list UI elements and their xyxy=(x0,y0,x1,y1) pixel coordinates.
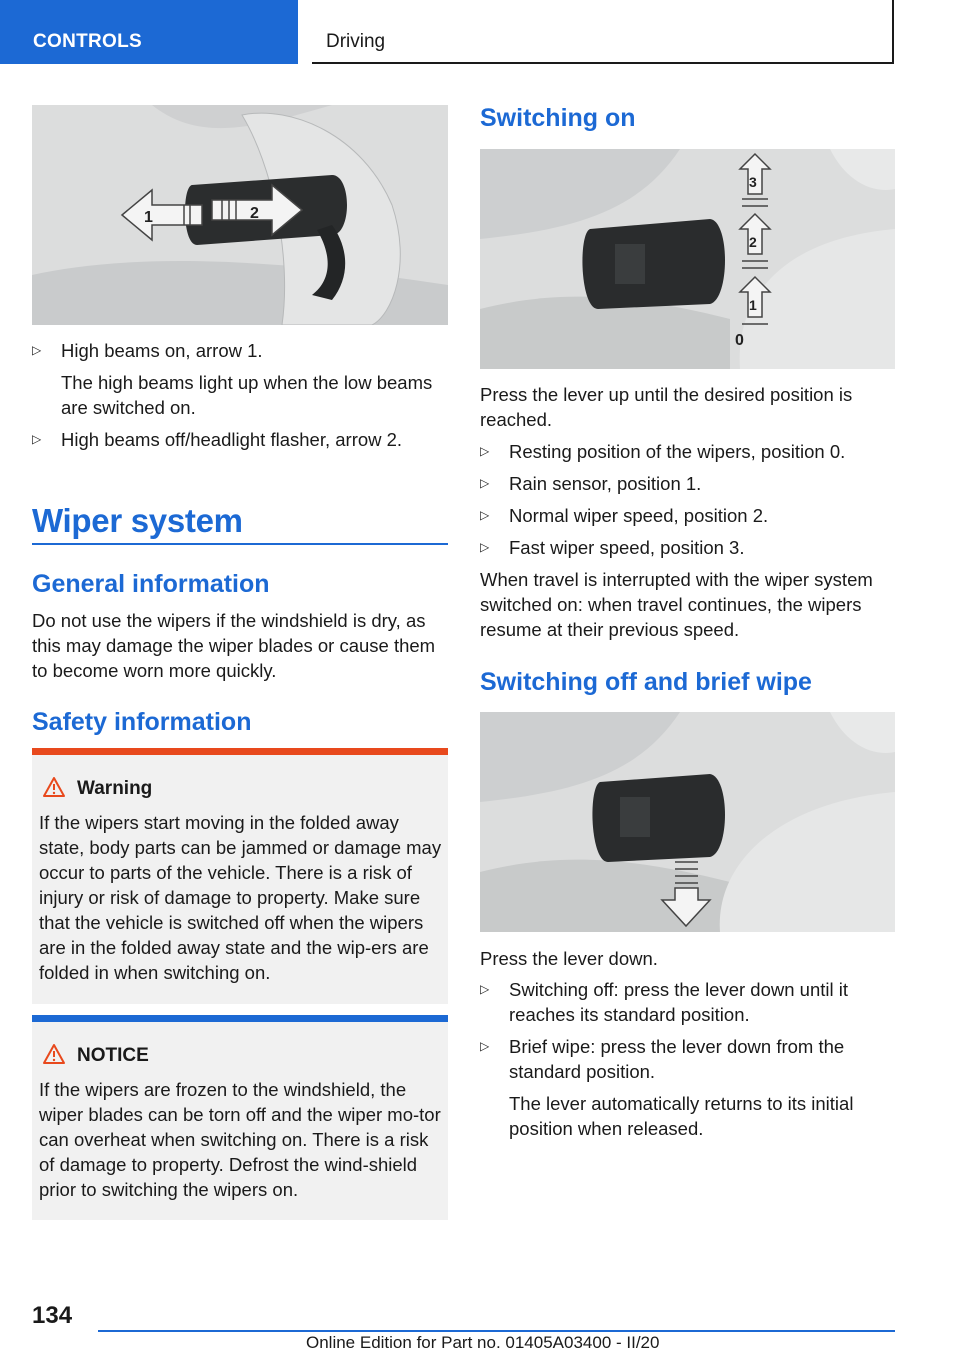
list-item: ▷ High beams off/headlight flasher, arrow 2. xyxy=(32,429,403,450)
notice-text: If the wipers are frozen to the windshield, the wiper blades can be torn off and the wiper mo-tor can overheat when switching on. There is a risk of damage to property. Defrost the wind-shield prior to switching the wipers on. xyxy=(39,1079,441,1200)
position-label-3: 3 xyxy=(749,174,757,190)
press-down-text: Press the lever down. xyxy=(480,948,658,969)
bullet-triangle-icon: ▷ xyxy=(480,444,490,458)
bullet-triangle-icon: ▷ xyxy=(32,343,42,357)
general-information-heading: General information xyxy=(32,570,270,598)
bullet-triangle-icon: ▷ xyxy=(480,508,490,522)
bullet-triangle-icon: ▷ xyxy=(480,476,490,490)
bullet-triangle-icon: ▷ xyxy=(32,432,42,446)
warning-box xyxy=(32,748,448,1004)
interrupt-text: When travel is interrupted with the wiper system switched on: when travel continues, the wipers resume at their previous speed. xyxy=(480,569,873,640)
position-label-0: 0 xyxy=(735,332,744,349)
high-beam-list xyxy=(32,338,448,459)
warning-text: If the wipers start moving in the folded away state, body parts can be jammed or damage may occur to parts of the vehicle. There is a risk of injury or risk of damage to property. Make sure that the vehicle is switched off when the wipers are in the folded away state and the wip-ers are folded in when switching on. xyxy=(39,812,442,983)
position-label-1: 1 xyxy=(749,297,757,313)
list-item: ▷ Brief wipe: press the lever down from the standard position. The lever automatically returns to its initial position when released. xyxy=(480,1036,854,1139)
notice-triangle-icon xyxy=(42,1043,66,1065)
notice-bar xyxy=(32,1015,448,1022)
notice-box xyxy=(32,1015,448,1220)
warning-title: Warning xyxy=(77,778,153,799)
chapter-header xyxy=(312,0,894,64)
switch-off-list xyxy=(480,977,895,1148)
list-item: ▷ Rain sensor, position 1. xyxy=(480,473,702,494)
bullet-triangle-icon: ▷ xyxy=(480,1039,490,1053)
page-number: 134 xyxy=(32,1302,73,1329)
general-information-text: Do not use the wipers if the windshield is dry, as this may damage the wiper blades or cause them to become worn more quickly. xyxy=(32,610,436,681)
list-item: ▷ High beams on, arrow 1. The high beams light up when the low beams are switched on. xyxy=(32,340,433,418)
edition-text: Online Edition for Part no. 01405A03400 - II/20 xyxy=(306,1333,660,1352)
warning-triangle-icon xyxy=(42,776,66,798)
arrow-label-1: 1 xyxy=(144,209,153,226)
wiper-up-figure xyxy=(480,149,895,369)
notice-title: NOTICE xyxy=(77,1045,149,1066)
list-item: ▷ Switching off: press the lever down until it reaches its standard position. xyxy=(480,979,848,1025)
section-label: CONTROLS xyxy=(33,31,143,52)
chapter-label: Driving xyxy=(326,31,386,52)
arrow-label-2: 2 xyxy=(250,205,259,222)
list-item: ▷ Fast wiper speed, position 3. xyxy=(480,537,745,558)
list-item: ▷ Normal wiper speed, position 2. xyxy=(480,505,769,526)
wiper-system-heading: Wiper system xyxy=(32,502,243,539)
switching-on-text: Press the lever up until the desired position is reached. xyxy=(480,384,853,430)
footer-rule xyxy=(98,1330,895,1332)
safety-information-heading: Safety information xyxy=(32,708,252,736)
switching-on-heading: Switching on xyxy=(480,104,636,132)
section-tab xyxy=(0,0,298,64)
wiper-position-list xyxy=(480,439,895,567)
heading-rule xyxy=(32,543,448,545)
position-label-2: 2 xyxy=(749,234,757,250)
wiper-down-figure xyxy=(480,712,895,932)
high-beam-lever-figure xyxy=(32,105,448,325)
bullet-triangle-icon: ▷ xyxy=(480,982,490,996)
list-item: ▷ Resting position of the wipers, position 0. xyxy=(480,441,846,462)
warning-bar xyxy=(32,748,448,755)
bullet-triangle-icon: ▷ xyxy=(480,540,490,554)
switching-off-heading: Switching off and brief wipe xyxy=(480,668,812,696)
